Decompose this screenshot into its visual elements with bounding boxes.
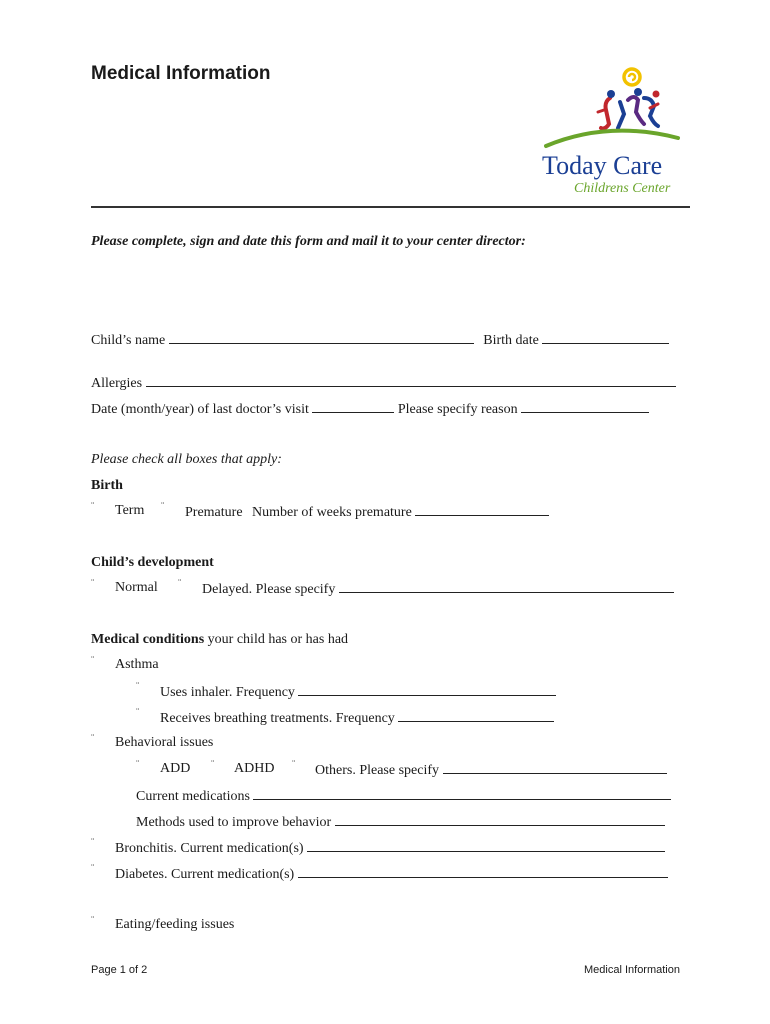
birth-heading: Birth	[91, 478, 123, 493]
normal-label: Normal	[115, 580, 158, 595]
reason-field[interactable]	[521, 400, 649, 413]
birth-date-label: Birth date	[483, 333, 539, 348]
current-meds-row	[136, 787, 671, 805]
bronchitis-checkbox[interactable]: ¨	[91, 837, 95, 848]
today-care-logo	[538, 62, 688, 202]
reason-label: Please specify reason	[397, 402, 518, 417]
weeks-label: Number of weeks premature	[252, 505, 412, 520]
inhaler-row	[160, 683, 556, 701]
birth-date-field[interactable]	[542, 331, 669, 344]
diabetes-checkbox[interactable]: ¨	[91, 863, 95, 874]
breathing-field[interactable]	[398, 709, 554, 722]
page-number: Page 1 of 2	[91, 964, 148, 976]
bronchitis-label: Bronchitis. Current medication(s)	[115, 841, 304, 856]
term-checkbox[interactable]: ¨	[91, 501, 95, 512]
last-visit-field[interactable]	[312, 400, 394, 413]
child-name-field[interactable]	[169, 331, 474, 344]
delayed-checkbox[interactable]: ¨	[178, 578, 182, 589]
methods-label: Methods used to improve behavior	[136, 815, 332, 830]
others-row	[315, 761, 667, 779]
breathing-checkbox[interactable]: ¨	[136, 707, 140, 718]
term-label: Term	[115, 503, 145, 518]
logo-subtitle: Childrens Center	[574, 181, 671, 196]
breathing-label: Receives breathing treatments. Frequency	[160, 711, 395, 726]
logo-brand: Today Care	[542, 151, 663, 180]
footer-title: Medical Information	[584, 964, 680, 976]
weeks-field[interactable]	[415, 503, 549, 516]
eating-checkbox[interactable]: ¨	[91, 915, 95, 926]
last-visit-label: Date (month/year) of last doctor’s visit	[91, 402, 309, 417]
premature-row	[185, 503, 549, 521]
delayed-label: Delayed. Please specify	[202, 582, 336, 597]
others-checkbox[interactable]: ¨	[292, 759, 296, 770]
bronchitis-row	[115, 839, 665, 857]
inhaler-label: Uses inhaler. Frequency	[160, 685, 295, 700]
behavioral-checkbox[interactable]: ¨	[91, 733, 95, 744]
diabetes-field[interactable]	[298, 865, 668, 878]
header-divider	[91, 206, 690, 208]
inhaler-checkbox[interactable]: ¨	[136, 681, 140, 692]
logo-icon	[538, 62, 688, 202]
add-checkbox[interactable]: ¨	[136, 759, 140, 770]
bronchitis-field[interactable]	[307, 839, 665, 852]
breathing-row	[160, 709, 554, 727]
normal-checkbox[interactable]: ¨	[91, 578, 95, 589]
behavioral-label: Behavioral issues	[115, 735, 214, 750]
eating-label: Eating/feeding issues	[115, 917, 235, 932]
asthma-label: Asthma	[115, 657, 159, 672]
instructions: Please complete, sign and date this form and mail it to your center director:	[91, 234, 526, 249]
medical-heading-bold: Medical conditions	[91, 632, 205, 647]
medical-heading	[91, 632, 348, 648]
last-visit-row	[91, 400, 649, 418]
page-title: Medical Information	[91, 63, 271, 84]
current-meds-field[interactable]	[253, 787, 671, 800]
others-field[interactable]	[443, 761, 667, 774]
asthma-checkbox[interactable]: ¨	[91, 655, 95, 666]
others-label: Others. Please specify	[315, 763, 440, 778]
methods-row	[136, 813, 665, 831]
current-meds-label: Current medications	[136, 789, 250, 804]
diabetes-label: Diabetes. Current medication(s)	[115, 867, 295, 882]
check-prompt: Please check all boxes that apply:	[91, 452, 282, 467]
add-label: ADD	[160, 761, 191, 776]
premature-label: Premature	[185, 505, 243, 520]
adhd-label: ADHD	[234, 761, 275, 776]
inhaler-field[interactable]	[298, 683, 556, 696]
premature-checkbox[interactable]: ¨	[161, 501, 165, 512]
adhd-checkbox[interactable]: ¨	[211, 759, 215, 770]
methods-field[interactable]	[335, 813, 665, 826]
allergies-label: Allergies	[91, 376, 143, 391]
diabetes-row	[115, 865, 668, 883]
allergies-field[interactable]	[146, 374, 676, 387]
child-name-label: Child’s name	[91, 333, 166, 348]
development-heading: Child’s development	[91, 555, 214, 570]
allergies-row	[91, 374, 676, 392]
child-name-row	[91, 331, 669, 349]
delayed-row	[202, 580, 674, 598]
delayed-field[interactable]	[339, 580, 674, 593]
medical-heading-rest: your child has or has had	[204, 632, 349, 647]
